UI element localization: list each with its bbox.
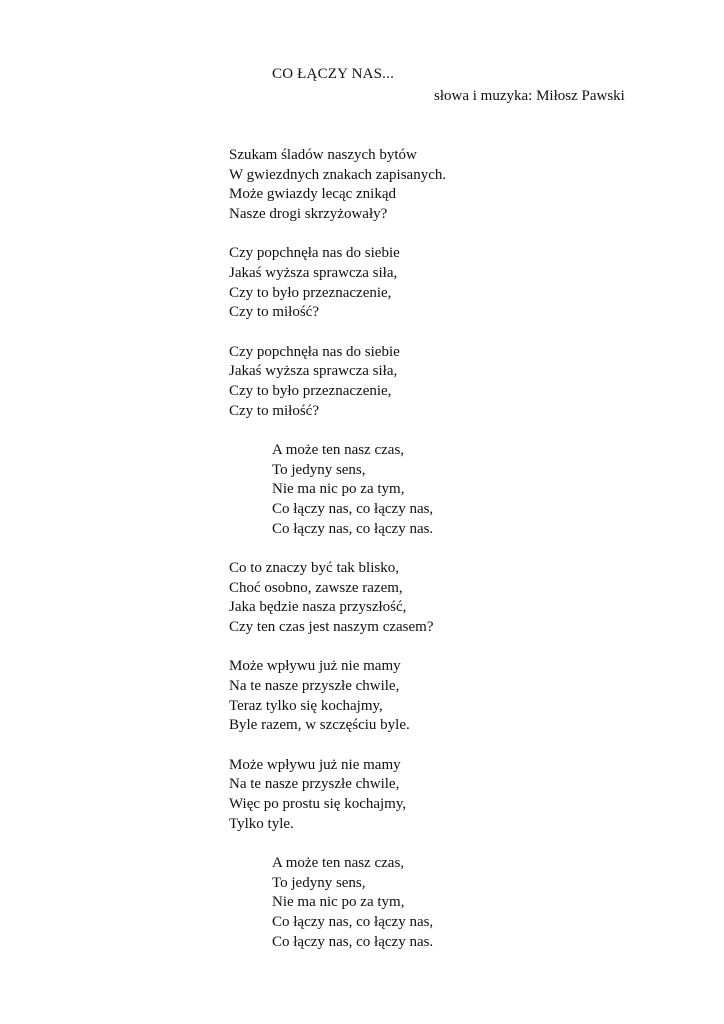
lyric-line: Nie ma nic po za tym, xyxy=(272,481,405,498)
lyric-line: Może wpływu już nie mamy xyxy=(229,658,401,675)
song-credit: słowa i muzyka: Miłosz Pawski xyxy=(434,88,625,104)
lyric-line: Czy to było przeznaczenie, xyxy=(229,284,392,301)
stanza-chorus-2 xyxy=(229,854,669,952)
lyric-line: Byle razem, w szczęściu byle. xyxy=(229,717,410,734)
stanza-chorus-1 xyxy=(229,441,669,539)
lyric-line: Co to znaczy być tak blisko, xyxy=(229,560,399,577)
lyric-line: To jedyny sens, xyxy=(272,874,366,891)
lyric-line: Czy popchnęła nas do siebie xyxy=(229,343,400,360)
lyric-line: A może ten nasz czas, xyxy=(272,442,405,459)
stanza-verse-4 xyxy=(229,559,669,637)
lyric-line: Czy ten czas jest naszym czasem? xyxy=(229,618,434,635)
lyric-line: A może ten nasz czas, xyxy=(272,855,405,872)
lyrics xyxy=(229,146,669,972)
lyric-line: Nie ma nic po za tym, xyxy=(272,894,405,911)
lyric-line: Jaka będzie nasza przyszłość, xyxy=(229,599,407,616)
stanza-verse-2 xyxy=(229,244,669,322)
lyric-line: Czy to miłość? xyxy=(229,402,319,419)
lyric-line: Na te nasze przyszłe chwile, xyxy=(229,678,400,695)
lyric-line: Co łączy nas, co łączy nas, xyxy=(272,500,434,517)
stanza-verse-1 xyxy=(229,146,669,224)
lyric-line: Szukam śladów naszych bytów xyxy=(229,147,417,163)
lyric-line: Co łączy nas, co łączy nas, xyxy=(272,914,434,930)
lyric-line: Tylko tyle. xyxy=(229,815,294,832)
lyric-line: Czy popchnęła nas do siebie xyxy=(229,245,400,262)
lyric-line: Może wpływu już nie mamy xyxy=(229,756,401,773)
song-title: CO ŁĄCZY NAS... xyxy=(272,66,395,82)
stanza-verse-6 xyxy=(229,756,669,834)
lyric-line: Jakaś wyższa sprawcza siła, xyxy=(229,363,398,380)
lyric-line: Więc po prostu się kochajmy, xyxy=(229,796,407,813)
lyric-line: Choć osobno, zawsze razem, xyxy=(229,579,403,596)
lyric-line: Czy to miłość? xyxy=(229,304,319,321)
stanza-verse-3 xyxy=(229,343,669,421)
stanza-verse-5 xyxy=(229,657,669,735)
lyric-line: To jedyny sens, xyxy=(272,461,366,478)
lyric-line: Czy to było przeznaczenie, xyxy=(229,382,392,399)
lyric-line: Nasze drogi skrzyżowały? xyxy=(229,205,388,222)
lyric-line: W gwiezdnych znakach zapisanych. xyxy=(229,166,447,183)
lyric-line: Co łączy nas, co łączy nas. xyxy=(272,520,434,537)
lyric-line: Może gwiazdy lecąc znikąd xyxy=(229,186,396,203)
lyric-line: Teraz tylko się kochajmy, xyxy=(229,697,383,714)
lyric-line: Na te nasze przyszłe chwile, xyxy=(229,776,400,793)
lyric-line: Jakaś wyższa sprawcza siła, xyxy=(229,264,398,281)
lyric-line: Co łączy nas, co łączy nas. xyxy=(272,933,434,950)
